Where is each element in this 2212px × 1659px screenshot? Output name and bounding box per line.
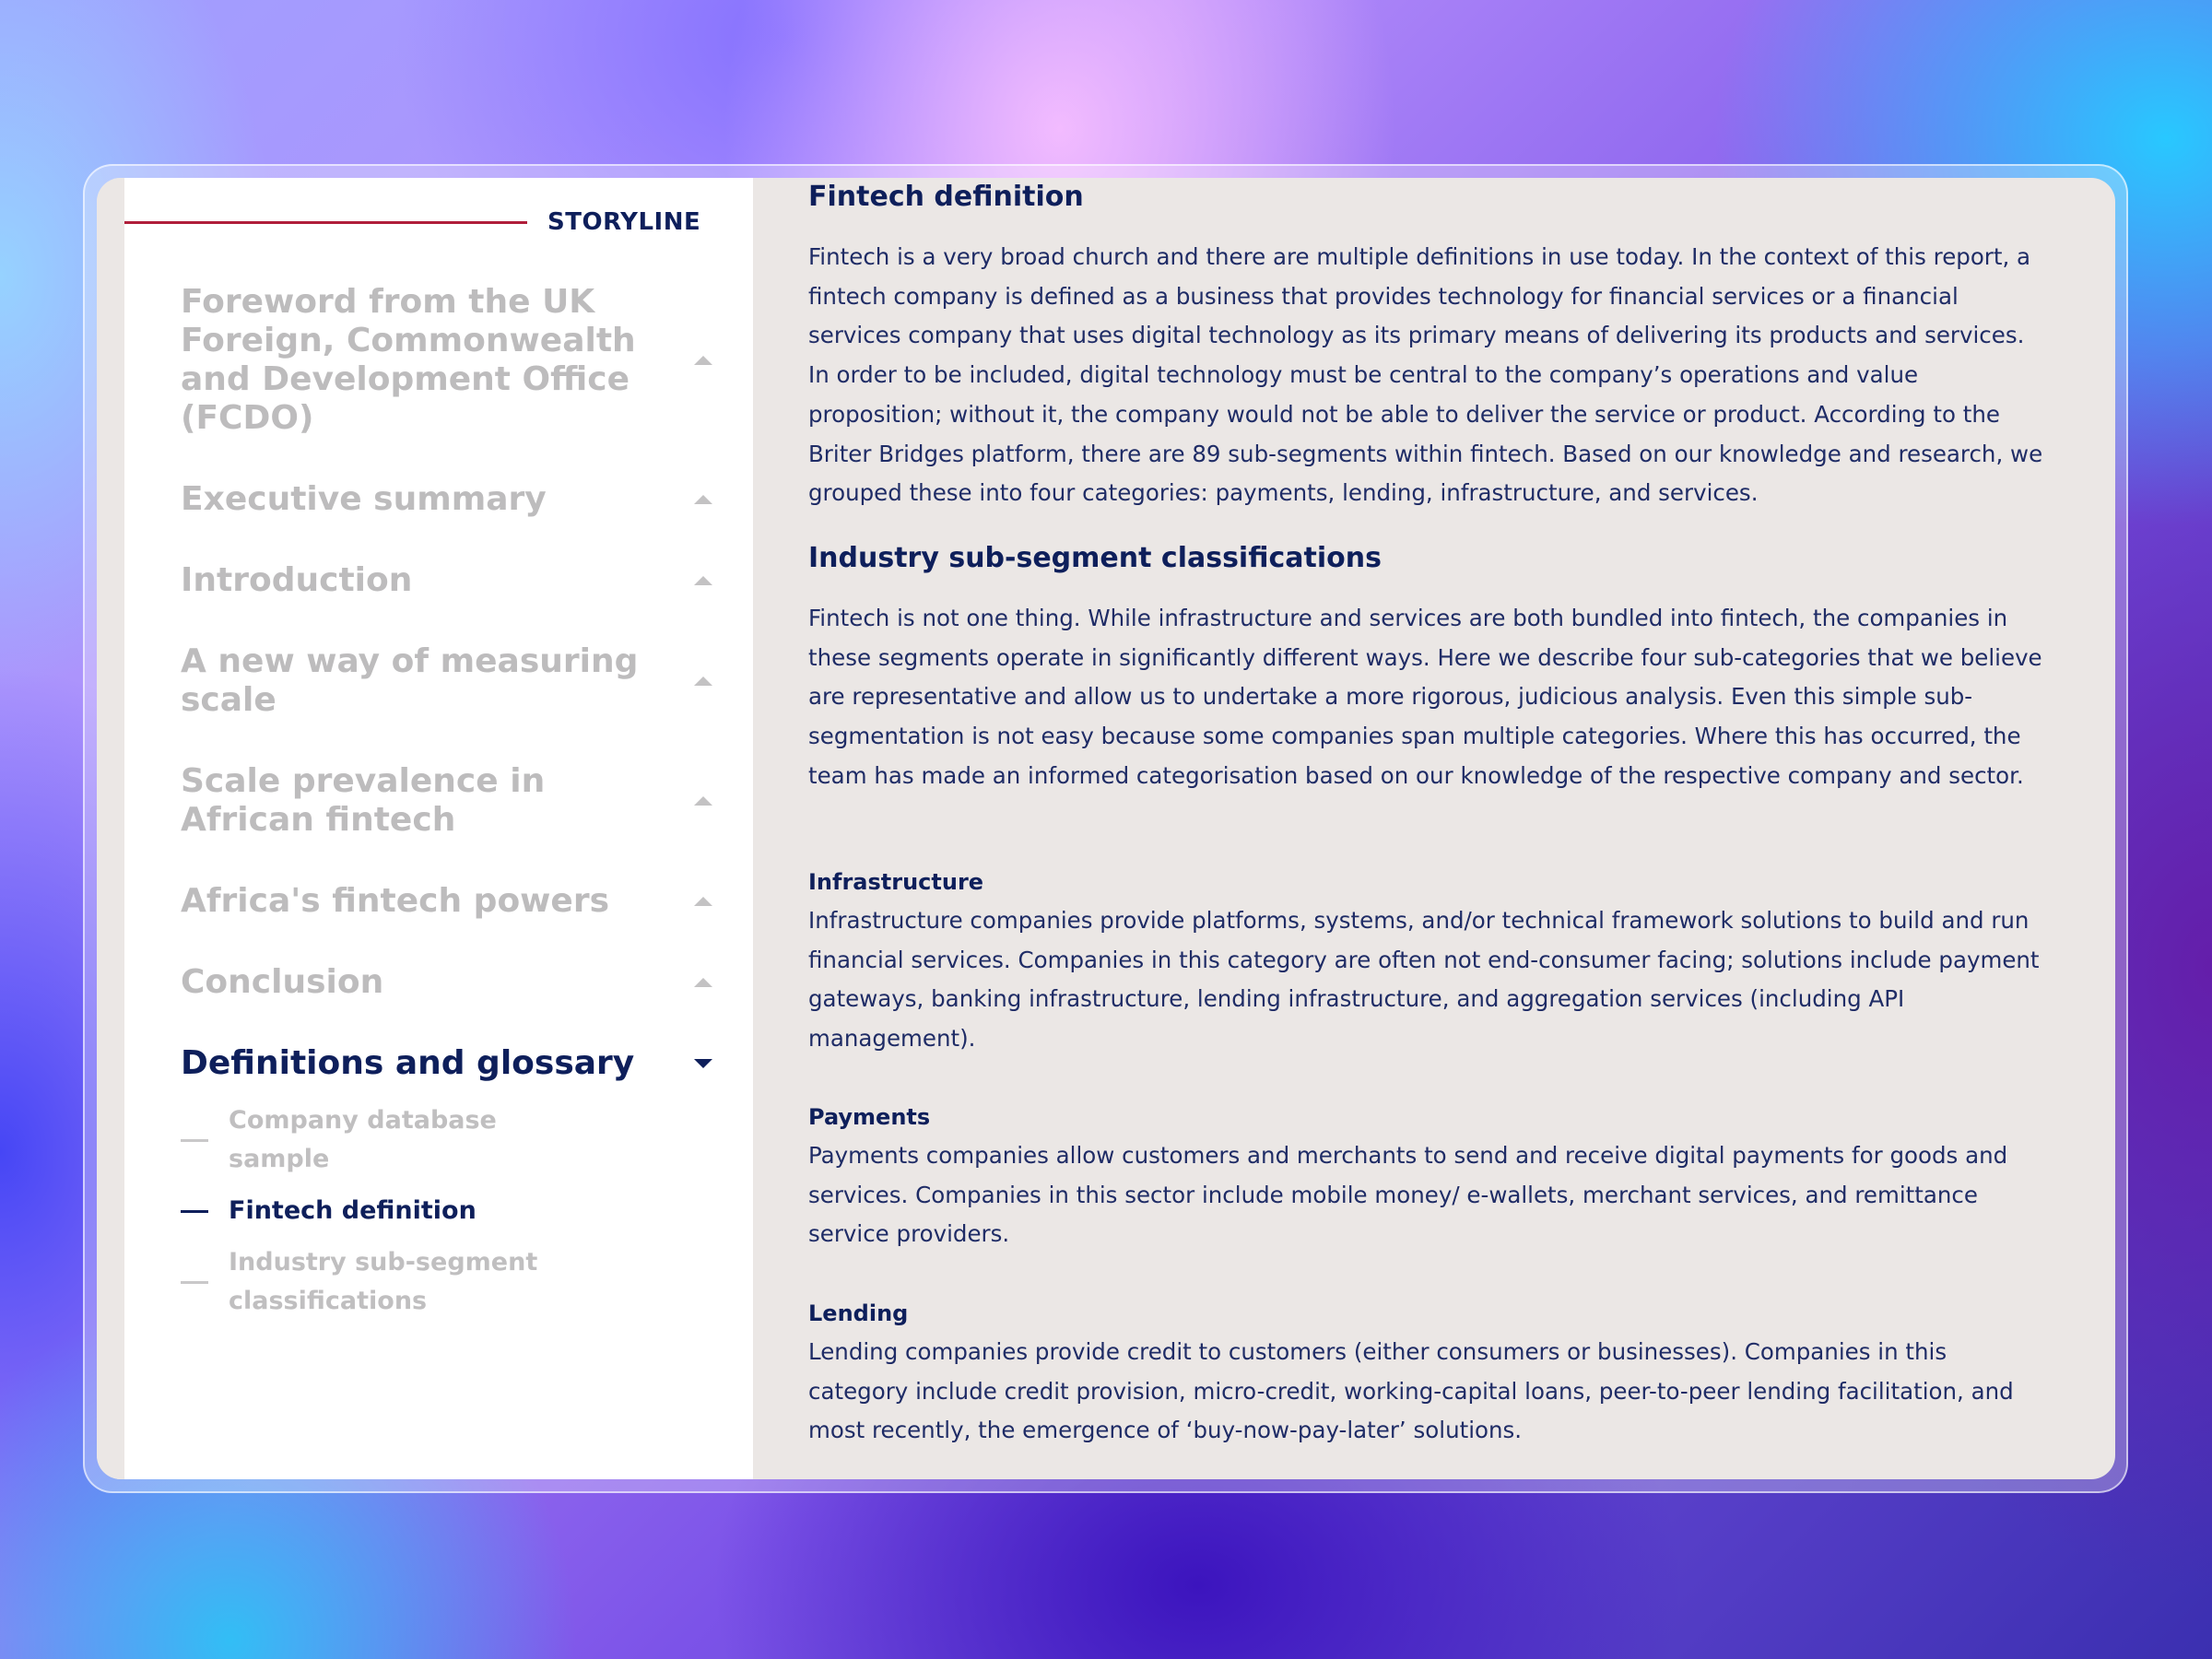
nav-item-definitions-glossary[interactable] [181, 1044, 715, 1083]
left-edge-strip [97, 178, 124, 1479]
nav-item-fintech-powers[interactable] [181, 882, 715, 921]
section-title-fintech-definition: Fintech definition [808, 181, 1084, 213]
category-infrastructure [808, 863, 2043, 1059]
storyline-label: STORYLINE [547, 208, 701, 236]
storyline-header [124, 206, 753, 239]
nav-item-measuring-scale[interactable] [181, 642, 715, 720]
storyline-sidebar [124, 178, 753, 1479]
caret-up-icon[interactable] [694, 576, 712, 585]
dash-icon [181, 1139, 208, 1142]
nav-item-foreword[interactable] [181, 283, 715, 438]
caret-up-icon[interactable] [694, 978, 712, 987]
nav-item-label: Definitions and glossary [181, 1044, 635, 1082]
subnav-item-fintech-definition[interactable] [181, 1192, 715, 1230]
category-title: Infrastructure [808, 869, 984, 895]
caret-up-icon[interactable] [694, 495, 712, 504]
caret-down-icon[interactable] [694, 1059, 712, 1068]
category-lending [808, 1294, 2043, 1451]
category-body: Payments companies allow customers and merchants to send and receive digital payments for goods and services. Companies in this sector include mobile money/ e-wallets, merchant services, and remittance service providers. [808, 1142, 2008, 1248]
category-body: Lending companies provide credit to customers (either consumers or businesses). Companies in this category include credit provision, micro-credit, working-capital loans, peer-to-peer lending facilitation, and most recently, the emergence of ‘buy-now-pay-later’ solutions. [808, 1338, 2014, 1444]
nav-item-executive-summary[interactable] [181, 480, 715, 519]
category-title: Payments [808, 1104, 931, 1130]
nav-item-label: Introduction [181, 561, 413, 599]
caret-up-icon[interactable] [694, 677, 712, 686]
caret-up-icon[interactable] [694, 356, 712, 365]
nav-item-scale-prevalence[interactable] [181, 762, 715, 840]
subnav-item-label: Industry sub-segment classifications [229, 1248, 538, 1315]
nav-item-label: Scale prevalence in African fintech [181, 762, 546, 839]
subnav-item-label: Fintech definition [229, 1196, 477, 1225]
caret-up-icon[interactable] [694, 897, 712, 906]
report-window [97, 178, 2115, 1479]
nav-item-label: Africa's fintech powers [181, 882, 610, 920]
nav-item-introduction[interactable] [181, 561, 715, 600]
subnav-item-sub-segment-classifications[interactable] [181, 1243, 715, 1321]
nav-item-conclusion[interactable] [181, 963, 715, 1002]
section-title-classifications: Industry sub-segment classifications [808, 542, 1382, 574]
subnav-item-company-database[interactable] [181, 1101, 715, 1179]
dash-icon [181, 1281, 208, 1284]
section-body-fintech-definition: Fintech is a very broad church and there are multiple definitions in use today. In the context of this report, a fintech company is defined as a business that provides technology for financial services or a financial services company that uses digital technology as its primary means of delivering its products and services. In order to be included, digital technology must be central to the company’s operations and value proposition; without it, the company would not be able to deliver the service or product. According to the Briter Bridges platform, there are 89 sub-segments within fintech. Based on our knowledge and research, we grouped these into four categories: payments, lending, infrastructure, and services. [808, 243, 2043, 507]
category-body: Infrastructure companies provide platforms, systems, and/or technical framework solutions to build and run financial services. Companies in this category are often not end-consumer facing; solutions include payment gateways, banking infrastructure, lending infrastructure, and aggregation services (including API management). [808, 907, 2040, 1053]
nav-item-label: Foreword from the UK Foreign, Commonwealth and Development Office (FCDO) [181, 283, 636, 437]
nav-item-label: A new way of measuring scale [181, 642, 639, 719]
content-pane [753, 178, 2115, 1479]
storyline-accent-line [124, 221, 527, 224]
dash-icon [181, 1210, 208, 1213]
caret-up-icon[interactable] [694, 796, 712, 806]
category-title: Lending [808, 1300, 909, 1326]
subnav-item-label: Company database sample [229, 1106, 497, 1173]
definitions-subnav [181, 1101, 715, 1321]
storyline-nav [181, 283, 715, 1334]
nav-item-label: Executive summary [181, 480, 547, 518]
nav-item-label: Conclusion [181, 963, 384, 1001]
section-body-classifications: Fintech is not one thing. While infrastructure and services are both bundled into fintech, the companies in these segments operate in significantly different ways. Here we describe four sub-categories that we believe are representative and allow us to undertake a more rigorous, judicious analysis. Even this simple sub-segmentation is not easy because some companies span multiple categories. Where this has occurred, the team has made an informed categorisation based on our knowledge of the respective company and sector. [808, 605, 2042, 789]
category-payments [808, 1098, 2043, 1254]
